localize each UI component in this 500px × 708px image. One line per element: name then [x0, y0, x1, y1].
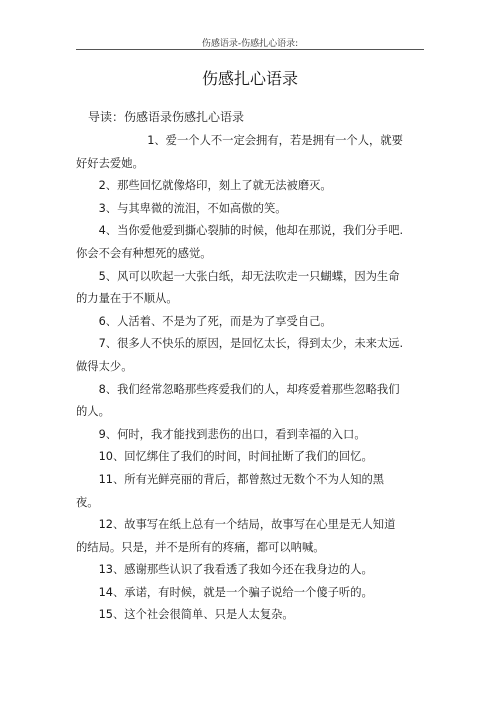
quote-item: 14、承诺，有时候，就是一个骗子说给一个傻子听的。: [98, 585, 373, 599]
quote-item: 11、所有光鲜亮丽的背后，都曾熬过无数个不为人知的黑夜。: [76, 472, 385, 509]
running-header: 伤感语录-伤感扎心语录:: [201, 39, 299, 49]
quote-item: 15、这个社会很简单、只是人太复杂。: [98, 608, 294, 622]
quote-item: 1、爱一个人不一定会拥有，若是拥有一个人，就要好好去爱她。: [76, 134, 403, 170]
quote-item: 13、感谢那些认识了我看透了我如今还在我身边的人。: [98, 563, 373, 577]
intro-line: 导读：伤感语录伤感扎心语录: [88, 110, 245, 124]
quote-item: 12、故事写在纸上总有一个结局，故事写在心里是无人知道的结局。只是，并不是所有的疼痛，都可以呐喊。: [76, 518, 396, 554]
quote-list: [76, 130, 406, 627]
quote-item: 8、我们经常忽略那些疼爱我们的人，却疼爱着那些忽略我们的人。: [76, 382, 400, 419]
quote-item: 6、人活着、不是为了死，而是为了享受自己。: [98, 314, 332, 328]
quote-item: 5、风可以吹起一大张白纸，却无法吹走一只蝴蝶，因为生命的力量在于不顺从。: [76, 269, 400, 306]
quote-item: 2、那些回忆就像烙印，刻上了就无法被磨灭。: [98, 179, 332, 193]
quote-item: 7、很多人不快乐的原因，是回忆太长，得到太少，未来太远.做得太少。: [76, 337, 404, 373]
header-rule: [76, 49, 424, 50]
quote-item: 4、当你爱他爱到撕心裂肺的时候，他却在那说，我们分手吧.你会不会有种想死的感觉。: [76, 224, 404, 260]
quote-item: 10、回忆绑住了我们的时间，时间扯断了我们的回忆。: [98, 450, 373, 464]
document-title: 伤感扎心语录: [201, 69, 298, 88]
quote-item: 9、何时，我才能找到悲伤的出口，看到幸福的入口。: [98, 427, 366, 441]
quote-item: 3、与其卑微的流泪，不如高傲的笑。: [98, 201, 287, 215]
